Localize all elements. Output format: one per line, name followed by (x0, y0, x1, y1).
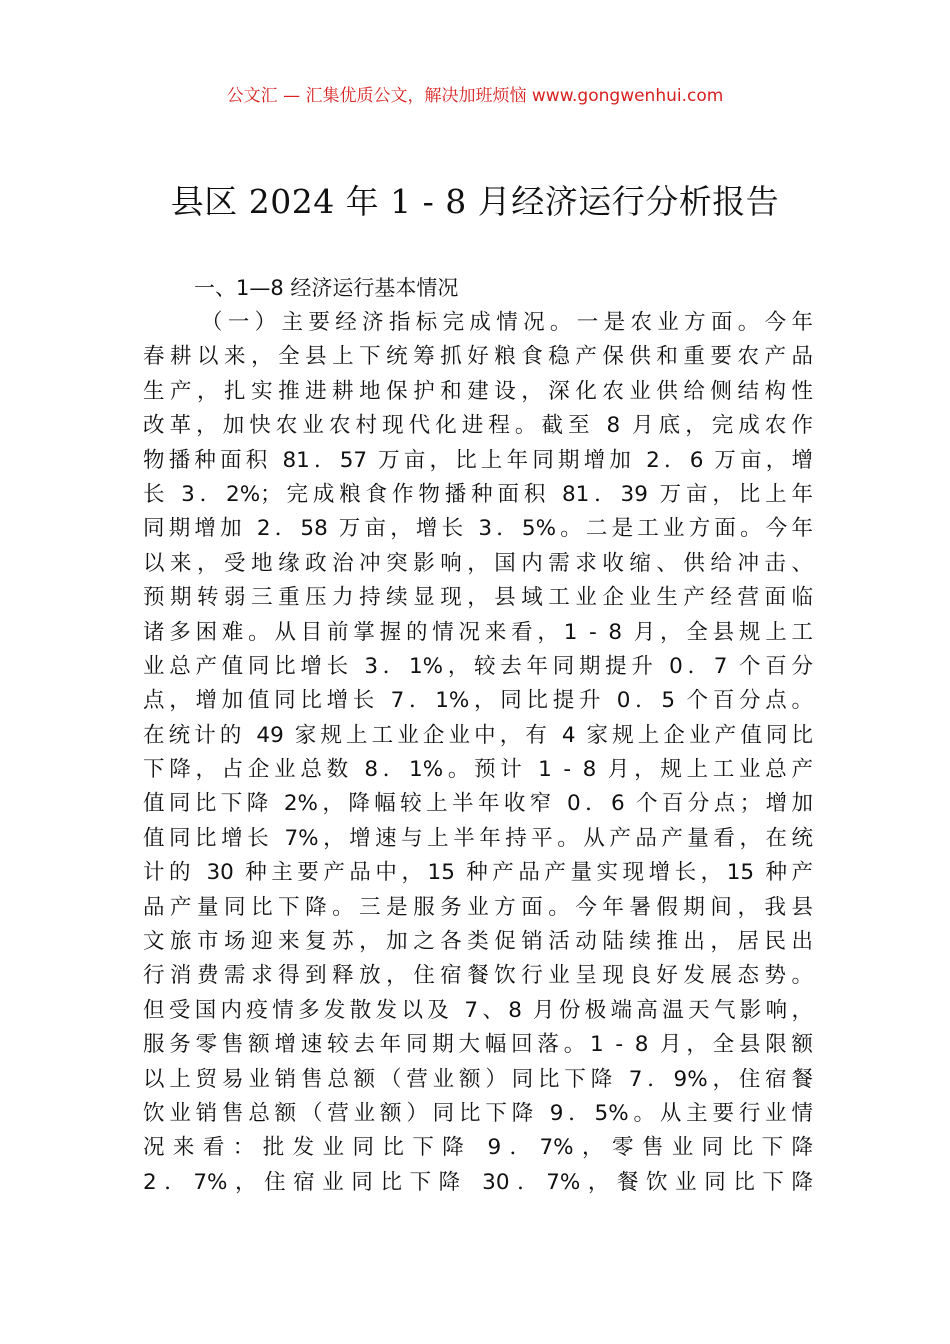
paragraph-line: 长 3．2%；完成粮食作物播种面积 81．39 万亩，比上年 (143, 481, 813, 507)
paragraph-line: 饮业销售总额（营业额）同比下降 9．5%。从主要行业情 (143, 1100, 813, 1126)
paragraph-line: 行消费需求得到释放，住宿餐饮行业呈现良好发展态势。 (143, 963, 813, 989)
paragraph-line: 值同比下降 2%，降幅较上半年收窄 0．6 个百分点；增加 (143, 791, 813, 817)
paragraph-line: 下降，占企业总数 8．1%。预计 1 - 8 月，规上工业总产 (143, 757, 813, 783)
paragraph-line: 生产，扎实推进耕地保护和建设，深化农业供给侧结构性 (143, 378, 813, 404)
paragraph-line: 况来看：批发业同比下降 9．7%，零售业同比下降 (143, 1135, 813, 1161)
paragraph-line: 诸多困难。从目前掌握的情况来看，1 - 8 月，全县规上工 (143, 619, 813, 645)
body-paragraph (143, 306, 813, 1200)
paragraph-line: 预期转弱三重压力持续显现，县域工业企业生产经营面临 (143, 585, 813, 611)
paragraph-line: 春耕以来，全县上下统筹抓好粮食稳产保供和重要农产品 (143, 344, 813, 370)
section-heading: 一、1—8 经济运行基本情况 (194, 276, 459, 300)
paragraph-line: 品产量同比下降。三是服务业方面。今年暑假期间，我县 (143, 894, 813, 920)
header-banner[interactable]: 公文汇 — 汇集优质公文，解决加班烦恼 www.gongwenhui.com (226, 86, 724, 106)
paragraph-line: （一）主要经济指标完成情况。一是农业方面。今年 (201, 310, 813, 335)
paragraph-line: 点，增加值同比增长 7．1%，同比提升 0．5 个百分点。 (143, 688, 813, 714)
paragraph-line: 2．7%，住宿业同比下降 30．7%，餐饮业同比下降 (143, 1169, 813, 1195)
paragraph-line: 值同比增长 7%，增速与上半年持平。从产品产量看，在统 (143, 825, 813, 851)
paragraph-line: 但受国内疫情多发散发以及 7、8 月份极端高温天气影响， (143, 997, 813, 1023)
paragraph-line: 业总产值同比增长 3．1%，较去年同期提升 0．7 个百分 (143, 653, 813, 679)
paragraph-line: 以来，受地缘政治冲突影响，国内需求收缩、供给冲击、 (143, 550, 813, 576)
paragraph-line: 计的 30 种主要产品中，15 种产品产量实现增长，15 种产 (143, 860, 813, 886)
paragraph-line: 文旅市场迎来复苏，加之各类促销活动陆续推出，居民出 (143, 929, 813, 955)
paragraph-line: 改革，加快农业农村现代化进程。截至 8 月底，完成农作 (143, 413, 813, 439)
paragraph-line: 服务零售额增速较去年同期大幅回落。1 - 8 月，全县限额 (143, 1032, 813, 1058)
page-title: 县区 2024 年 1 - 8 月经济运行分析报告 (170, 182, 780, 221)
paragraph-line: 在统计的 49 家规上工业企业中，有 4 家规上企业产值同比 (143, 722, 813, 748)
paragraph-line: 同期增加 2．58 万亩，增长 3．5%。二是工业方面。今年 (143, 516, 813, 542)
paragraph-line: 物播种面积 81．57 万亩，比上年同期增加 2．6 万亩，增 (143, 447, 813, 473)
paragraph-line: 以上贸易业销售总额（营业额）同比下降 7．9%，住宿餐 (143, 1066, 813, 1092)
